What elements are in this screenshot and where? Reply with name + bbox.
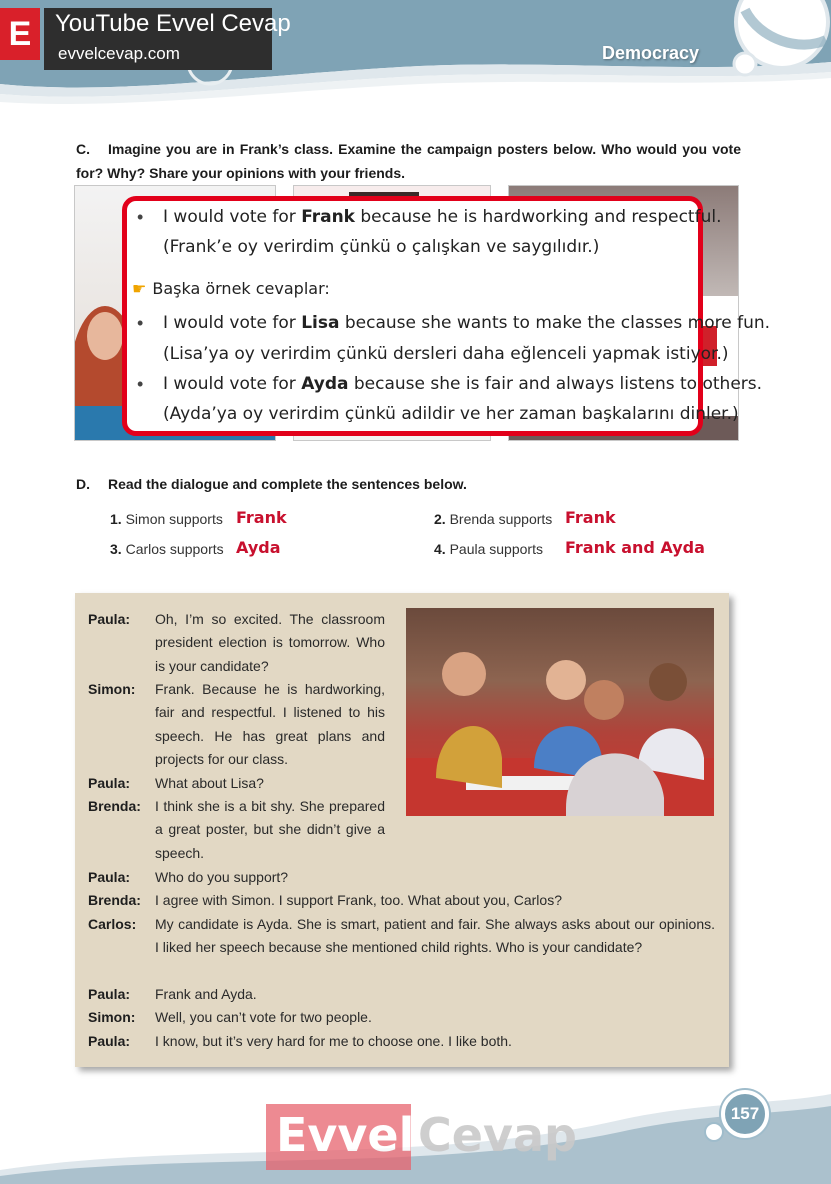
section-c-instruction bbox=[76, 137, 741, 185]
dialogue-speaker-2: Simon: bbox=[88, 681, 136, 697]
dialogue-speaker-8: Paula: bbox=[88, 986, 131, 1002]
dialogue-line-2: Frank. Because he is hardworking, fair and respectful. I listened to his speech. He has great plans and projects for our class. bbox=[155, 681, 385, 767]
item-1-number: 1. bbox=[110, 511, 122, 527]
item-1-answer: Frank bbox=[236, 508, 287, 527]
bullet-2: • bbox=[137, 313, 144, 333]
dialogue-speaker-3: Paula: bbox=[88, 775, 131, 791]
item-2 bbox=[434, 511, 552, 527]
item-1-text: Simon supports bbox=[125, 511, 223, 527]
dialogue-line-7: My candidate is Ayda. She is smart, patient and fair. She always asks about our opinions. I liked her speech because she mentioned child rights. Who is your candidate? bbox=[155, 916, 715, 956]
item-2-number: 2. bbox=[434, 511, 446, 527]
brand-badge: E bbox=[0, 8, 40, 60]
students-photo bbox=[406, 608, 714, 816]
dialogue-speaker-4: Brenda: bbox=[88, 798, 141, 814]
section-d-instruction bbox=[76, 476, 467, 492]
item-4-text: Paula supports bbox=[449, 541, 543, 557]
watermark-logo-right: Cevap bbox=[418, 1108, 577, 1162]
dialogue-line-8: Frank and Ayda. bbox=[155, 986, 257, 1002]
dialogue-speaker-6: Brenda: bbox=[88, 892, 141, 908]
dialogue-speaker-9: Simon: bbox=[88, 1009, 136, 1025]
item-4-answer: Frank and Ayda bbox=[565, 538, 705, 557]
dialogue-line-3: What about Lisa? bbox=[155, 775, 264, 791]
answer-lisa bbox=[163, 313, 770, 333]
pointing-hand-icon: ☛ bbox=[132, 279, 147, 298]
dialogue-line-5: Who do you support? bbox=[155, 869, 289, 885]
page-number: 157 bbox=[721, 1090, 769, 1138]
footer-wave bbox=[0, 1080, 831, 1184]
alternative-answers-label: Başka örnek cevaplar: bbox=[152, 279, 330, 298]
alternative-answers-heading bbox=[132, 279, 330, 298]
item-3-text: Carlos supports bbox=[125, 541, 224, 557]
answer-frank-translation: (Frank’e oy verirdim çünkü o çalışkan ve saygılıdır.) bbox=[163, 237, 600, 257]
brand-url: evvelcevap.com bbox=[58, 44, 180, 63]
answer-ayda-name: Ayda bbox=[301, 374, 349, 394]
answer-lisa-name: Lisa bbox=[301, 313, 340, 333]
item-2-text: Brenda supports bbox=[449, 511, 553, 527]
answer-lisa-pre: I would vote for bbox=[163, 313, 302, 333]
section-c-label: C. bbox=[76, 141, 90, 157]
dialogue-line-9: Well, you can’t vote for two people. bbox=[155, 1009, 372, 1025]
answer-lisa-translation: (Lisa’ya oy verirdim çünkü dersleri daha eğlenceli yapmak istiyor.) bbox=[163, 344, 729, 364]
item-1 bbox=[110, 511, 223, 527]
answer-frank bbox=[163, 207, 722, 227]
unit-title: Democracy bbox=[602, 43, 700, 63]
section-d-text: Read the dialogue and complete the sentences below. bbox=[108, 476, 467, 492]
dialogue-line-4: I think she is a bit shy. She prepared a great poster, but she didn’t give a speech. bbox=[155, 798, 385, 861]
item-4 bbox=[434, 541, 543, 557]
dialogue-speaker-10: Paula: bbox=[88, 1033, 131, 1049]
answer-ayda-pre: I would vote for bbox=[163, 374, 302, 394]
brand-title: YouTube Evvel Cevap bbox=[55, 10, 291, 37]
answer-lisa-post: because she wants to make the classes more fun. bbox=[339, 313, 771, 333]
section-d-label: D. bbox=[76, 476, 90, 492]
section-c-text: Imagine you are in Frank’s class. Examine the campaign posters below. Who would you vote for? Why? Share your opinions with your friends. bbox=[76, 141, 741, 181]
students-photo-art bbox=[406, 608, 714, 816]
item-3 bbox=[110, 541, 224, 557]
answer-ayda bbox=[163, 374, 762, 394]
item-3-answer: Ayda bbox=[236, 538, 281, 557]
answer-frank-pre: I would vote for bbox=[163, 207, 302, 227]
answer-ayda-post: because she is fair and always listens to others. bbox=[348, 374, 763, 394]
answer-frank-post: because he is hardworking and respectful. bbox=[354, 207, 722, 227]
answer-ayda-translation: (Ayda’ya oy verirdim çünkü adildir ve her zaman başkalarını dinler.) bbox=[163, 404, 739, 424]
watermark-logo-left: Evvel bbox=[266, 1104, 411, 1170]
dialogue-line-1: Oh, I’m so excited. The classroom president election is tomorrow. Who is your candidate? bbox=[155, 611, 385, 674]
dialogue-speaker-1: Paula: bbox=[88, 611, 131, 627]
dialogue-speaker-5: Paula: bbox=[88, 869, 131, 885]
dialogue-line-10: I know, but it’s very hard for me to choose one. I like both. bbox=[155, 1033, 512, 1049]
answer-frank-name: Frank bbox=[301, 207, 355, 227]
item-4-number: 4. bbox=[434, 541, 446, 557]
bullet-3: • bbox=[137, 374, 144, 394]
dialogue-line-6: I agree with Simon. I support Frank, too. What about you, Carlos? bbox=[155, 892, 562, 908]
item-3-number: 3. bbox=[110, 541, 122, 557]
bullet-1: • bbox=[137, 207, 144, 227]
dialogue-speaker-7: Carlos: bbox=[88, 916, 137, 932]
item-2-answer: Frank bbox=[565, 508, 616, 527]
sample-answers-box bbox=[122, 196, 771, 436]
